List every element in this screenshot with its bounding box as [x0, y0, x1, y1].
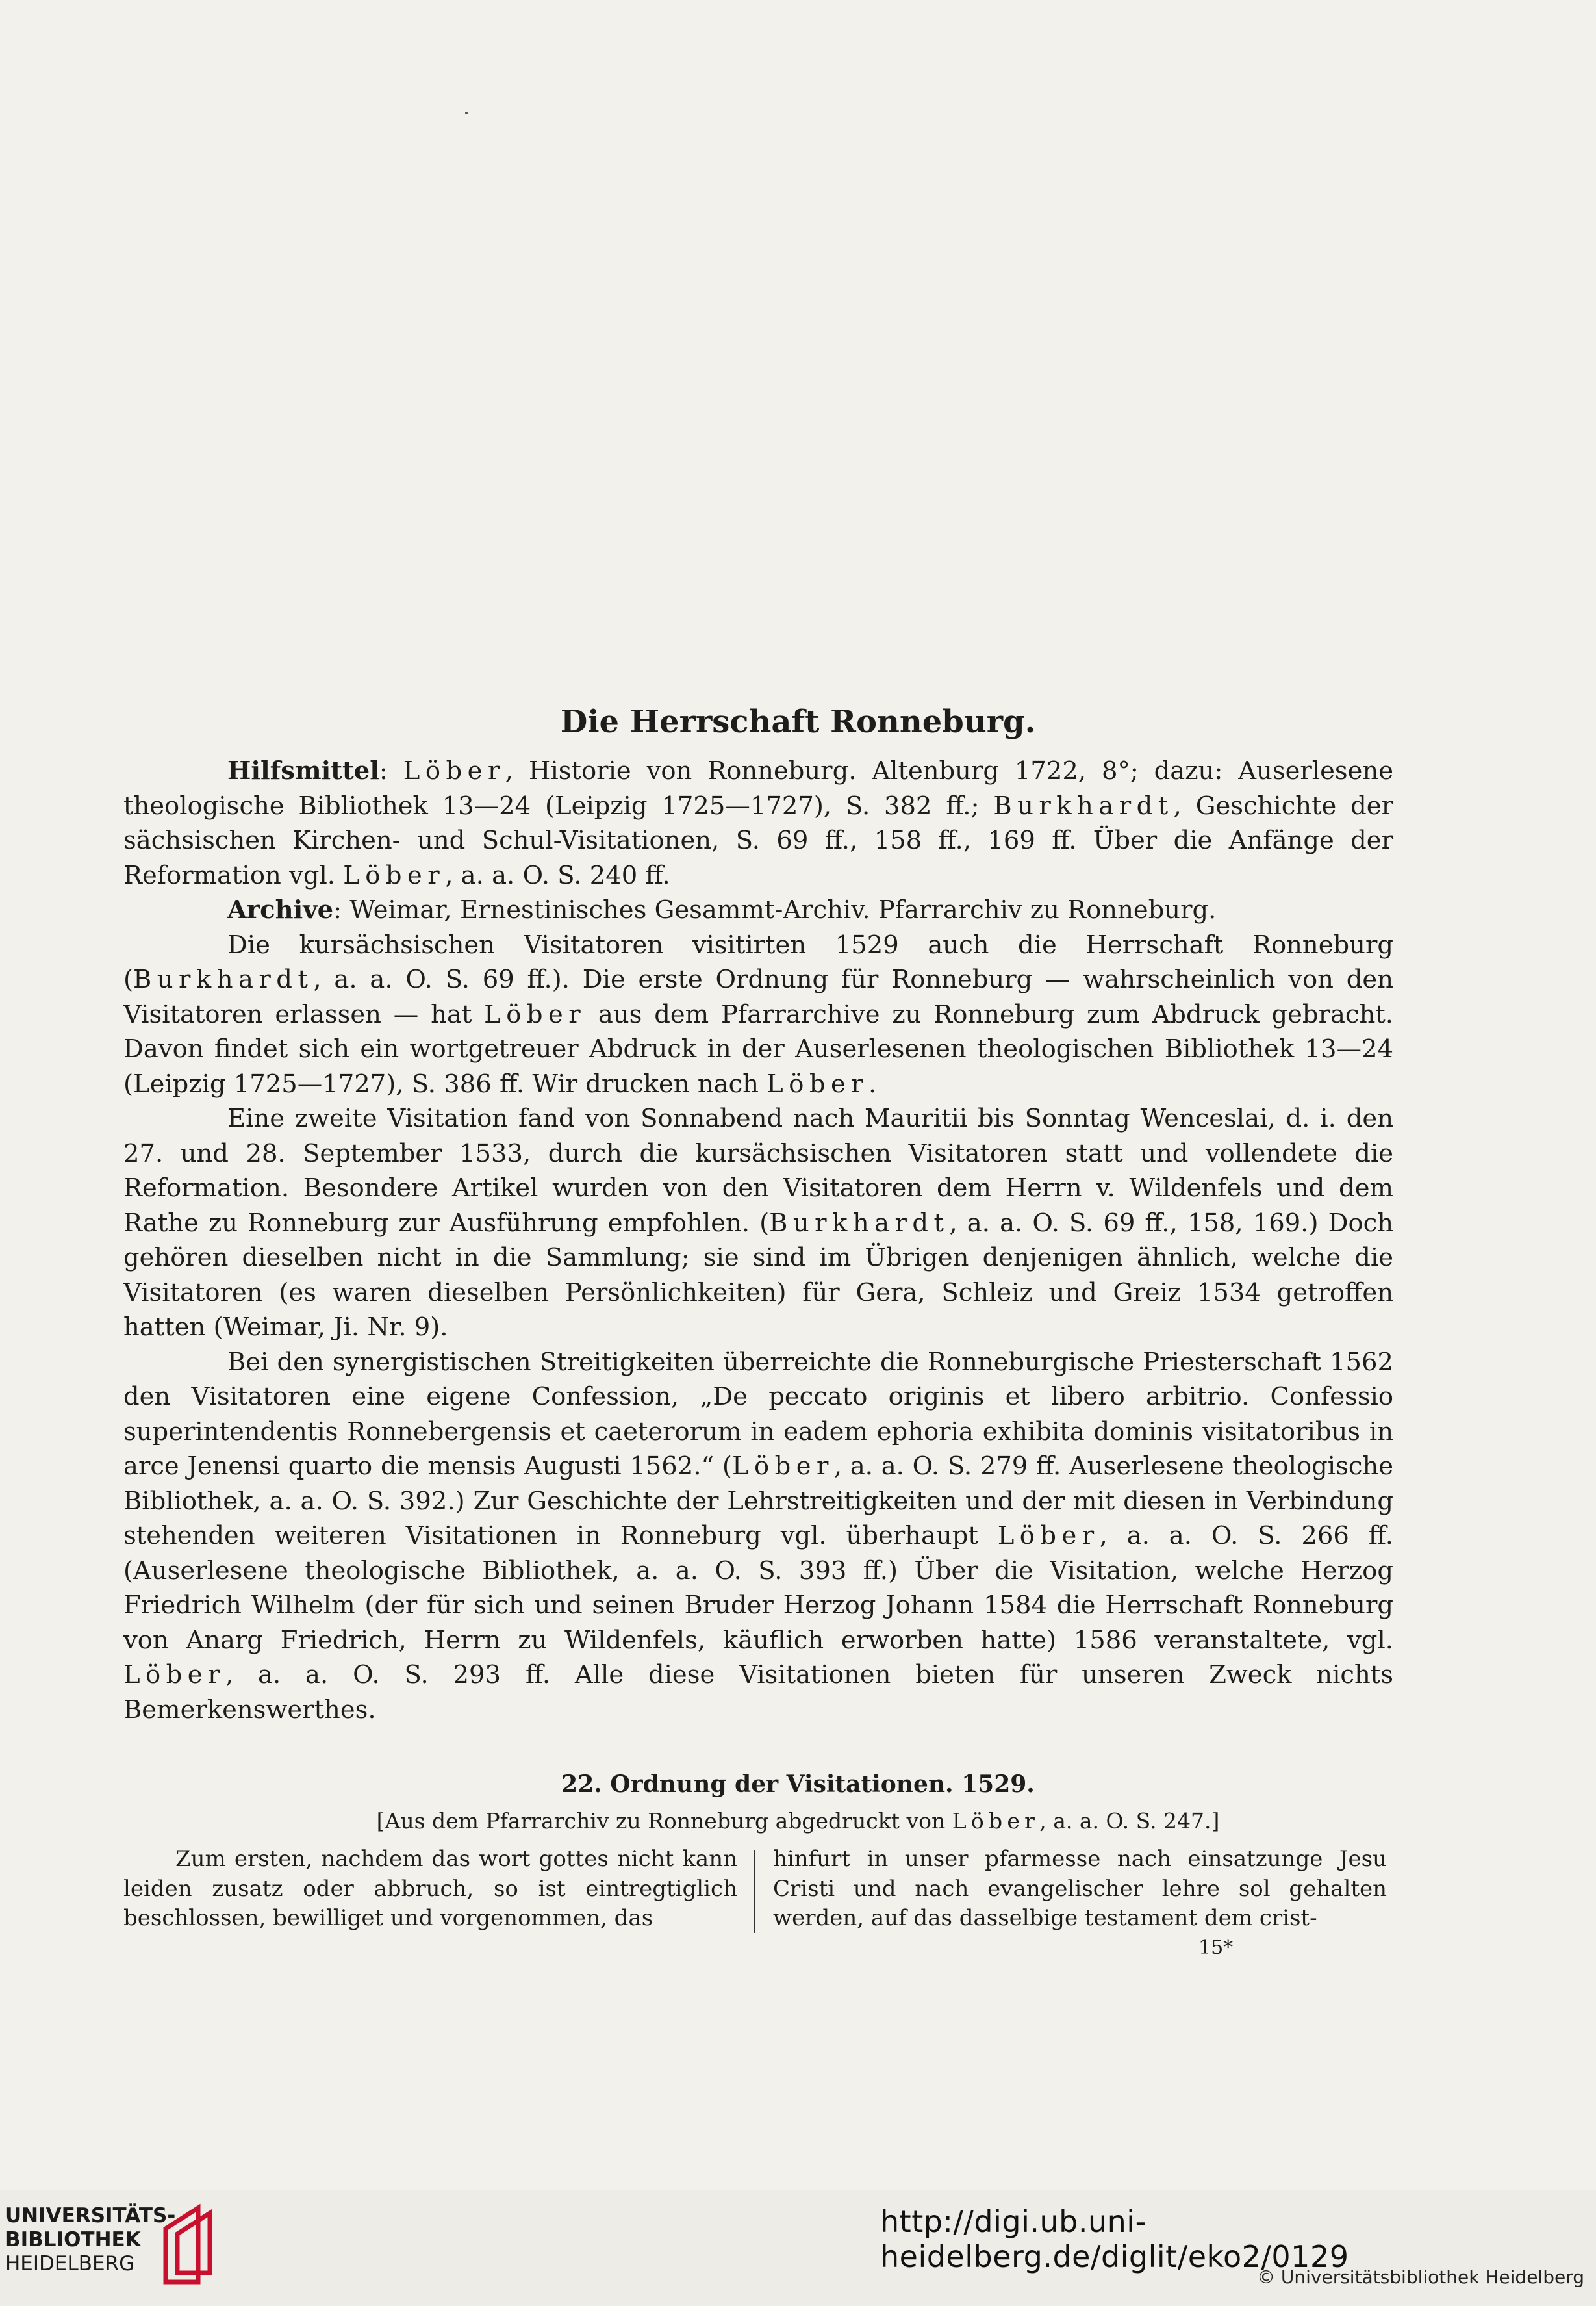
author-name: Burkhardt — [133, 965, 314, 994]
author-name: Löber — [952, 1808, 1040, 1834]
copyright-notice: © Universitätsbibliothek Heidelberg — [1256, 2266, 1584, 2288]
author-name: Löber — [997, 1521, 1100, 1550]
page-title: Die Herrschaft Ronneburg. — [560, 704, 1036, 740]
column-left: Zum ersten, nachdem das wort gottes nicht kann leiden zusatz oder abbruch, so ist eintregtiglich beschlossen, bewilliget und vorgenommen, das — [123, 1846, 737, 1931]
library-logo-icon — [159, 2203, 224, 2287]
author-name: Löber — [731, 1452, 834, 1481]
library-logo-text: UNIVERSITÄTS- BIBLIOTHEK HEIDELBERG — [5, 2204, 176, 2275]
page-number: 15* — [1198, 1936, 1234, 1959]
label-archive: Archive — [227, 895, 334, 925]
source-note: [Aus dem Pfarrarchiv zu Ronneburg abgedruckt von Löber, a. a. O. S. 247.] — [376, 1808, 1220, 1834]
column-divider — [754, 1850, 755, 1933]
section-title: 22. Ordnung der Visitationen. 1529. — [561, 1771, 1035, 1798]
column-right: hinfurt in unser pfarmesse nach einsatzunge Jesu Cristi und nach evangelischer lehre sol gehalten werden, auf das dasselbige testament dem crist- — [773, 1846, 1387, 1931]
author-name: Löber — [343, 860, 446, 890]
author-name: Löber — [123, 1660, 225, 1689]
permalink-url[interactable]: http://digi.ub.uni-heidelberg.de/diglit/eko2/0129 — [880, 2204, 1349, 2274]
two-column-text — [123, 1845, 1393, 1949]
author-name: Löber — [484, 999, 587, 1029]
paragraph-archive: Archive: Weimar, Ernestinisches Gesammt-Archiv. Pfarrarchiv zu Ronneburg. — [227, 895, 1217, 925]
label-hilfsmittel: Hilfsmittel — [227, 756, 379, 786]
paragraph-hilfsmittel: Hilfsmittel: Löber, Historie von Ronneburg. Altenburg 1722, 8°; dazu: Auserlesene theologische Bibliothek 13—24 (Leipzig 1725—1727), S. 382 ff.; Burkhardt, Geschichte der sächsischen Kirchen- und Schul-Visitationen, S. 69 ff., 158 ff., 169 ff. Über die Anfänge der Reformation vgl. Löber, a. a. O. S. 240 ff. — [123, 756, 1393, 890]
paragraph-visitation-1529: Die kursächsischen Visitatoren visitirten 1529 auch die Herrschaft Ronneburg (Burkhardt, a. a. O. S. 69 ff.). Die erste Ordnung für Ronneburg — wahrscheinlich von den Visitatoren erlassen — hat Löber aus dem Pfarrarchive zu Ronneburg zum Abdruck gebracht. Davon findet sich ein wortgetreuer Abdruck in der Auserlesenen theologischen Bibliothek 13—24 (Leipzig 1725—1727), S. 386 ff. Wir drucken nach Löber. — [123, 930, 1394, 1099]
speck — [465, 112, 468, 114]
author-name: Löber — [403, 756, 505, 786]
author-name: Löber — [766, 1069, 869, 1099]
paragraph-visitation-1562: Bei den synergistischen Streitigkeiten überreichte die Ronneburgische Priesterschaft 1562 den Visitatoren eine eigene Confession, „De peccato originis et libero arbitrio. Confessio superintendentis Ronnebergensis et caeterorum in eadem ephoria exhibita dominis visitatoribus in arce Jenensi quarto die mensis Augusti 1562.“ (Löber, a. a. O. S. 279 ff. Auserlesene theologische Bibliothek, a. a. O. S. 392.) Zur Geschichte der Lehrstreitigkeiten und der mit diesen in Verbindung stehenden weiteren Visitationen in Ronneburg vgl. überhaupt Löber, a. a. O. S. 266 ff. (Auserlesene theologische Bibliothek, a. a. O. S. 393 ff.) Über die Visitation, welche Herzog Friedrich Wilhelm (der für sich und seinen Bruder Herzog Johann 1584 die Herrschaft Ronneburg von Anarg Friedrich, Herrn zu Wildenfels, käuflich erworben hatte) 1586 veranstaltete, vgl. Löber, a. a. O. S. 293 ff. Alle diese Visitationen bieten für unseren Zweck nichts Bemerkenswerthes. — [123, 1347, 1393, 1724]
footer-bar — [0, 2190, 1596, 2306]
author-name: Burkhardt — [993, 791, 1174, 821]
author-name: Burkhardt — [769, 1208, 950, 1238]
paragraph-visitation-1533: Eine zweite Visitation fand von Sonnabend nach Mauritii bis Sonntag Wenceslai, d. i. den 27. und 28. September 1533, durch die kursächsischen Visitatoren statt und vollendete die Reformation. Besondere Artikel wurden von den Visitatoren dem Herrn v. Wildenfels und dem Rathe zu Ronneburg zur Ausführung empfohlen. (Burkhardt, a. a. O. S. 69 ff., 158, 169.) Doch gehören dieselben nicht in die Sammlung; sie sind im Übrigen denjenigen ähnlich, welche die Visitatoren (es waren dieselben Persönlichkeiten) für Gera, Schleiz und Greiz 1534 getroffen hatten (Weimar, Ji. Nr. 9). — [123, 1104, 1393, 1342]
body-text — [123, 754, 1393, 1727]
